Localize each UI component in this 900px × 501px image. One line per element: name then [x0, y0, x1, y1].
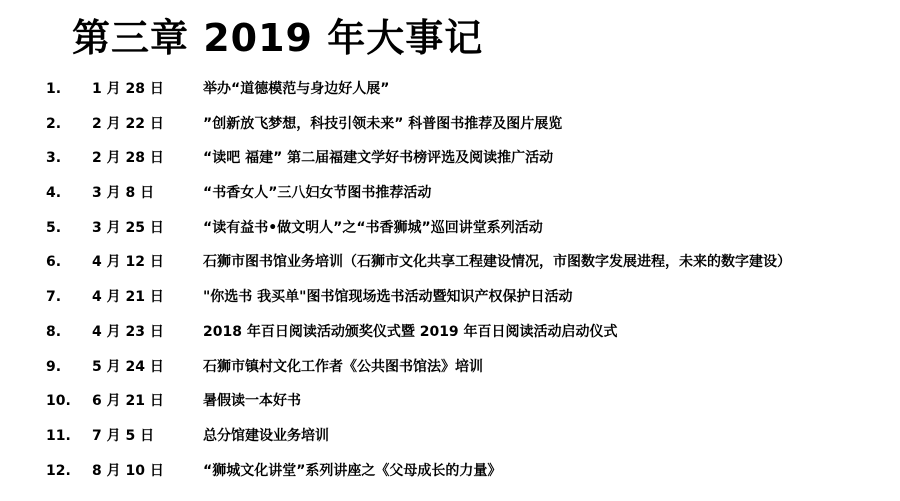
event-description: “读吧 福建” 第二届福建文学好书榜评选及阅读推广活动 [203, 150, 554, 167]
event-description: ”创新放飞梦想，科技引领未来” 科普图书推荐及图片展览 [203, 115, 563, 132]
event-number: 11. [46, 427, 71, 444]
event-date: 7 月 5 日 [92, 427, 155, 444]
event-row [0, 419, 900, 454]
event-description: 暑假读一本好书 [203, 393, 301, 410]
event-number: 8. [46, 323, 62, 340]
event-date: 3 月 25 日 [92, 219, 164, 236]
event-date: 8 月 10 日 [92, 462, 164, 479]
event-date: 5 月 24 日 [92, 358, 164, 375]
event-row [0, 454, 900, 489]
event-date: 4 月 21 日 [92, 289, 164, 306]
event-description: 总分馆建设业务培训 [203, 427, 329, 444]
event-list [0, 72, 900, 488]
event-description: “狮城文化讲堂”系列讲座之《父母成长的力量》 [203, 462, 502, 479]
event-number: 3. [46, 150, 62, 167]
event-number: 12. [46, 462, 71, 479]
event-date: 3 月 8 日 [92, 185, 155, 202]
event-row [0, 245, 900, 280]
event-date: 2 月 28 日 [92, 150, 164, 167]
event-number: 4. [46, 185, 62, 202]
page-title: 第三章 2019 年大事记 [72, 16, 484, 60]
event-row [0, 107, 900, 142]
event-date: 4 月 23 日 [92, 323, 164, 340]
event-date: 6 月 21 日 [92, 393, 164, 410]
event-number: 1. [46, 81, 62, 97]
event-description: 举办“道德模范与身边好人展” [203, 81, 390, 97]
event-description: 石狮市镇村文化工作者《公共图书馆法》培训 [203, 358, 483, 375]
event-description: "你选书 我买单"图书馆现场选书活动暨知识产权保护日活动 [203, 289, 573, 306]
event-number: 9. [46, 358, 62, 375]
event-row [0, 72, 900, 107]
event-description: 2018 年百日阅读活动颁奖仪式暨 2019 年百日阅读活动启动仪式 [203, 323, 618, 340]
event-number: 6. [46, 254, 62, 271]
event-description: “读有益书•做文明人”之“书香狮城”巡回讲堂系列活动 [203, 219, 543, 236]
event-description: 石狮市图书馆业务培训（石狮市文化共享工程建设情况，市图数字发展进程，未来的数字建设） [203, 254, 791, 271]
event-row [0, 384, 900, 419]
event-number: 5. [46, 219, 62, 236]
event-row [0, 280, 900, 315]
event-number: 2. [46, 115, 62, 132]
event-row [0, 211, 900, 246]
event-number: 7. [46, 289, 62, 306]
event-row [0, 350, 900, 385]
event-date: 4 月 12 日 [92, 254, 164, 271]
event-date: 1 月 28 日 [92, 81, 164, 97]
event-number: 10. [46, 393, 71, 410]
event-date: 2 月 22 日 [92, 115, 164, 132]
event-row [0, 141, 900, 176]
event-row [0, 315, 900, 350]
event-row [0, 176, 900, 211]
event-description: “书香女人”三八妇女节图书推荐活动 [203, 185, 432, 202]
